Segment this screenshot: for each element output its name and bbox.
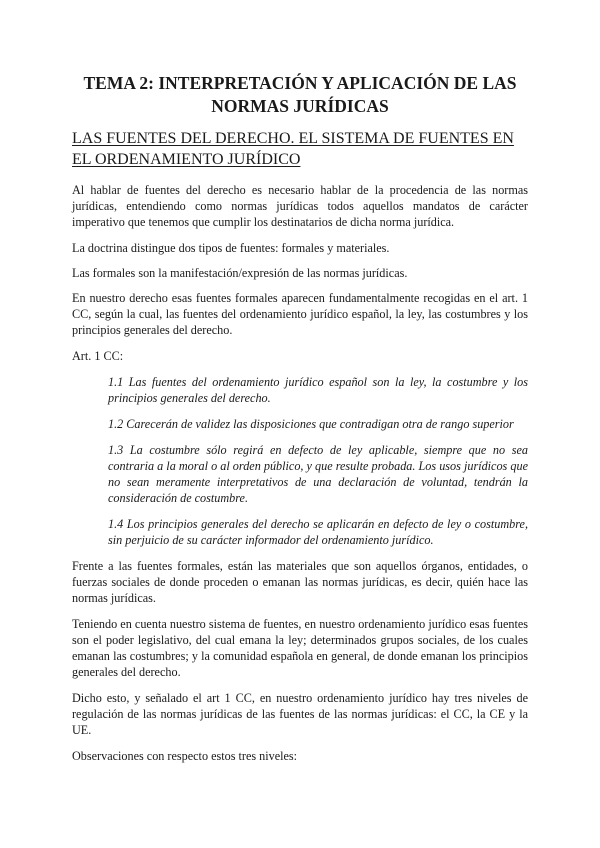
article-quote bbox=[72, 374, 528, 548]
paragraph: Teniendo en cuenta nuestro sistema de fuentes, en nuestro ordenamiento jurídico esas fuentes son el poder legislativo, del cual emana la ley; determinados grupos sociales, de los cuales emanan las costumbres; y la comunidad española en general, de donde emanan los principios generales del derecho. bbox=[72, 617, 528, 679]
document-title: TEMA 2: INTERPRETACIÓN Y APLICACIÓN DE LAS NORMAS JURÍDICAS bbox=[83, 73, 517, 116]
paragraph: Al hablar de fuentes del derecho es necesario hablar de la procedencia de las normas jurídicas, entendiendo como normas jurídicas todos aquellos mandatos de carácter imperativo que tenemos que cumplir los destinatarios de dicha norma jurídica. bbox=[72, 183, 528, 229]
section-heading: LAS FUENTES DEL DERECHO. EL SISTEMA DE FUENTES EN EL ORDENAMIENTO JURÍDICO bbox=[72, 130, 514, 168]
paragraph: La doctrina distingue dos tipos de fuentes: formales y materiales. bbox=[72, 241, 390, 255]
paragraph: Dicho esto, y señalado el art 1 CC, en nuestro ordenamiento jurídico hay tres niveles de regulación de las normas jurídicas de las fuentes de las normas jurídicas: el CC, la CE y la UE. bbox=[72, 691, 528, 737]
article-item: 1.3 La costumbre sólo regirá en defecto de ley aplicable, siempre que no sea contraria a la moral o al orden público, y que resulte probada. Los usos jurídicos que no sean meramente interpretativos de una declaración de voluntad, tendrán la consideración de costumbre. bbox=[108, 443, 528, 505]
article-item: 1.1 Las fuentes del ordenamiento jurídico español son la ley, la costumbre y los principios generales del derecho. bbox=[108, 375, 528, 405]
paragraph: Las formales son la manifestación/expresión de las normas jurídicas. bbox=[72, 266, 408, 280]
paragraph: Frente a las fuentes formales, están las materiales que son aquellos órganos, entidades, o fuerzas sociales de donde proceden o emanan las normas jurídicas, es decir, quién hace las normas jurídicas. bbox=[72, 559, 528, 605]
article-item: 1.2 Carecerán de validez las disposiciones que contradigan otra de rango superior bbox=[108, 417, 514, 431]
paragraph: En nuestro derecho esas fuentes formales aparecen fundamentalmente recogidas en el art. 1 CC, según la cual, las fuentes del ordenamiento jurídico español, la ley, las costumbres y los principios generales del derecho. bbox=[72, 291, 528, 337]
article-item: 1.4 Los principios generales del derecho se aplicarán en defecto de ley o costumbre, sin perjuicio de su carácter informador del ordenamiento jurídico. bbox=[108, 517, 528, 547]
article-label: Art. 1 CC: bbox=[72, 349, 124, 363]
document-page bbox=[72, 72, 528, 774]
paragraph: Observaciones con respecto estos tres niveles: bbox=[72, 749, 298, 763]
